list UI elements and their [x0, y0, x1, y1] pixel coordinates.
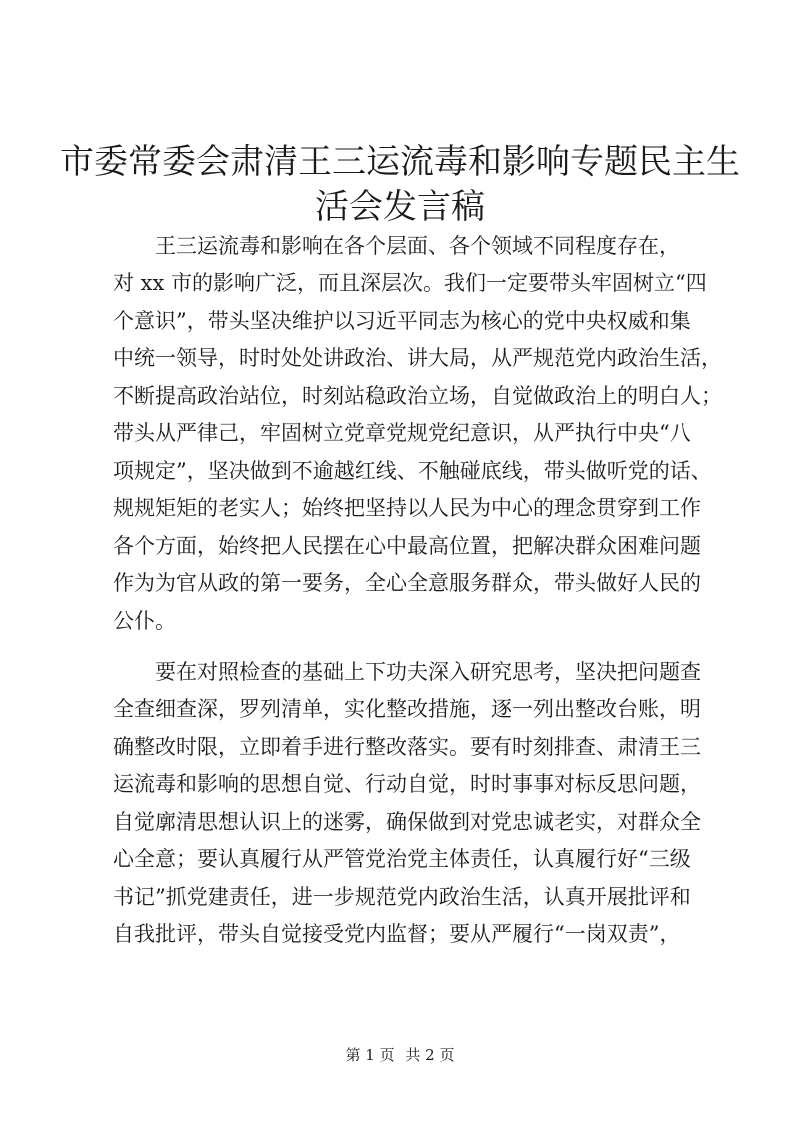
paragraph-line: 个意识”，带头坚决维护以习近平同志为核心的党中央权威和集: [113, 309, 691, 333]
paragraph-line: 作为为官从政的第一要务，全心全意服务群众，带头做好人民的: [113, 571, 701, 595]
page-number: 第 1 页: [345, 1046, 395, 1064]
paragraph-line: 王三运流毒和影响在各个层面、各个领域不同程度存在，: [155, 234, 680, 258]
page-footer: [0, 1045, 800, 1065]
paragraph-line: 运流毒和影响的思想自觉、行动自觉，时时事事对标反思问题，: [113, 772, 701, 796]
document-title-line-1: 市委常委会肃清王三运流毒和影响专题民主生: [60, 142, 740, 182]
paragraph-line: 公仆。: [113, 609, 176, 633]
paragraph-line: 确整改时限，立即着手进行整改落实。要有时刻排查、肃清王三: [113, 735, 701, 759]
paragraph-line: 规规矩矩的老实人；始终把坚持以人民为中心的理念贯穿到工作: [113, 496, 701, 520]
paragraph-line: 自我批评，带头自觉接受党内监督；要从严履行“一岗双责”，: [113, 922, 681, 946]
paragraph-line: 带头从严律己，牢固树立党章党规党纪意识，从严执行中央“八: [113, 421, 691, 445]
paragraph-line: 对 xx 市的影响广泛，而且深层次。我们一定要带头牢固树立“四: [113, 271, 707, 295]
paragraph-line: 自觉廓清思想认识上的迷雾，确保做到对党忠诚老实，对群众全: [113, 810, 701, 834]
page-total: 共 2 页: [405, 1046, 455, 1064]
paragraph-line: 心全意；要认真履行从严管党治党主体责任，认真履行好“三级: [113, 847, 691, 871]
paragraph-line: 要在对照检查的基础上下功夫深入研究思考，坚决把问题查: [155, 660, 701, 684]
paragraph-line: 中统一领导，时时处处讲政治、讲大局，从严规范党内政治生活，: [113, 346, 722, 370]
paragraph-line: 不断提高政治站位，时刻站稳政治立场，自觉做政治上的明白人；: [113, 384, 722, 408]
paragraph-line: 项规定”，坚决做到不逾越红线、不触碰底线，带头做听党的话、: [113, 459, 712, 483]
document-title-line-2: 活会发言稿: [315, 187, 485, 227]
paragraph-line: 全查细查深，罗列清单，实化整改措施，逐一列出整改台账，明: [113, 697, 701, 721]
paragraph-line: 书记”抓党建责任，进一步规范党内政治生活，认真开展批评和: [113, 885, 691, 909]
paragraph-line: 各个方面，始终把人民摆在心中最高位置，把解决群众困难问题: [113, 534, 701, 558]
